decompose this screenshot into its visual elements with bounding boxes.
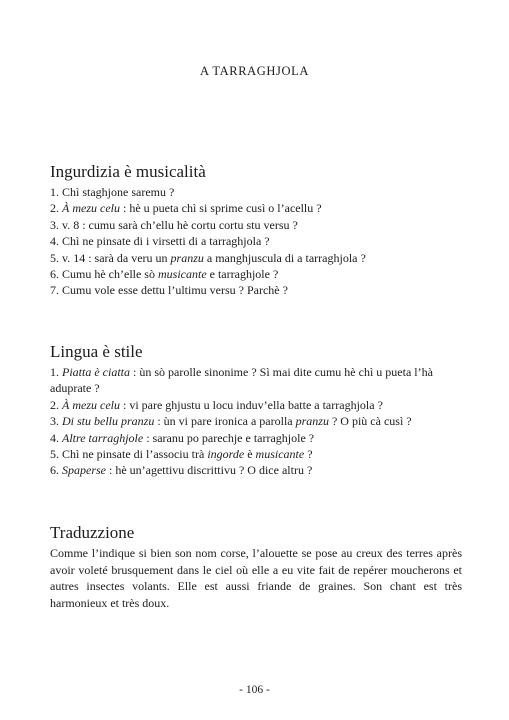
section-ingurdizia bbox=[50, 162, 462, 299]
question-text: 6. Cumu hè ch’elle sò bbox=[50, 267, 158, 282]
question-text: a manghjuscula di a tarraghjola ? bbox=[203, 250, 366, 265]
question-text: : ùn vi pare ironica a parolla bbox=[154, 414, 296, 429]
page-number: - 106 - bbox=[239, 684, 270, 696]
question-text: : hè un’agettivu discrittivu ? O dice altru ? bbox=[106, 463, 313, 478]
question-text: : ùn sò parolle sinonime ? Sì mai dite cumu hè chì u pueta l’hà adupratе ? bbox=[50, 365, 433, 396]
question-item bbox=[50, 413, 462, 429]
italic-quote: À mezu celu bbox=[62, 201, 120, 216]
italic-quote: Altre tarraghjole bbox=[62, 430, 144, 445]
question-text: 4. bbox=[50, 430, 62, 445]
question-item bbox=[50, 430, 462, 446]
question-item bbox=[50, 266, 462, 282]
italic-quote: musicante bbox=[255, 447, 305, 462]
question-item bbox=[50, 462, 462, 478]
question-text: : vi pare ghjustu u locu induv’ella batte a tarraghjola ? bbox=[119, 397, 383, 412]
section-heading: Lingua è stile bbox=[50, 342, 143, 361]
question-text: ? O più cà cusì ? bbox=[328, 414, 412, 429]
italic-quote: musicante bbox=[157, 267, 207, 282]
question-list bbox=[50, 364, 462, 479]
question-text: 1. Chì staghjone saremu ? bbox=[50, 185, 175, 199]
question-text: 2. bbox=[50, 397, 62, 412]
question-item bbox=[50, 250, 462, 266]
question-text: 4. Chì ne pinsate di i virsetti di a tarraghjola ? bbox=[50, 234, 270, 249]
italic-quote: pranzu bbox=[295, 414, 329, 429]
question-text: 5. Chì ne pinsate di l’associu trà bbox=[50, 447, 208, 462]
italic-quote: ingorde bbox=[207, 447, 245, 462]
question-item bbox=[50, 282, 462, 298]
question-text: 2. bbox=[50, 201, 62, 216]
question-text: 5. v. 14 : sarà da veru un bbox=[50, 250, 171, 265]
question-item bbox=[50, 397, 462, 413]
question-item bbox=[50, 184, 462, 200]
question-list bbox=[50, 184, 462, 299]
question-item bbox=[50, 446, 462, 462]
question-item bbox=[50, 217, 462, 233]
translation-paragraph: Comme l’indique si bien son nom corse, l’alouette se pose au creux des terres après avoir voleté brusquement dans le ciel où elle a eu vite fait de repérer moucherons et autres insectes volants. Elle est aussi friande de graines. Son chant est très harmonieux et très doux. bbox=[50, 546, 462, 610]
section-lingua bbox=[50, 342, 462, 479]
italic-quote: pranzu bbox=[170, 250, 204, 265]
question-text: 3. bbox=[50, 414, 62, 429]
question-text: e tarraghjole ? bbox=[206, 267, 279, 282]
question-text: : saranu po parechje e tarraghjole ? bbox=[143, 430, 315, 445]
italic-quote: Piatta è ciatta bbox=[62, 365, 130, 379]
section-heading: Ingurdizia è musicalità bbox=[50, 162, 206, 181]
question-text: è bbox=[244, 447, 256, 462]
question-item bbox=[50, 364, 462, 397]
question-text: 1. bbox=[50, 365, 62, 379]
question-item bbox=[50, 233, 462, 249]
question-text: 6. bbox=[50, 463, 62, 478]
section-traduzzione bbox=[50, 523, 462, 611]
question-text: 3. v. 8 : cumu sarà ch’ellu hè cortu cortu stu versu ? bbox=[50, 217, 298, 232]
question-item bbox=[50, 200, 462, 216]
running-title: A TARRAGHJOLA bbox=[199, 64, 309, 78]
question-text: ? bbox=[304, 447, 313, 462]
italic-quote: Di stu bellu pranzu bbox=[62, 414, 155, 429]
question-text: : hè u pueta chì si sprime cusì o l’acellu ? bbox=[119, 201, 322, 216]
italic-quote: À mezu celu bbox=[62, 397, 120, 412]
question-text: 7. Cumu vole esse dettu l’ultimu versu ? Parchè ? bbox=[50, 283, 288, 298]
italic-quote: Spaperse bbox=[62, 463, 106, 478]
section-heading: Traduzzione bbox=[50, 523, 135, 542]
